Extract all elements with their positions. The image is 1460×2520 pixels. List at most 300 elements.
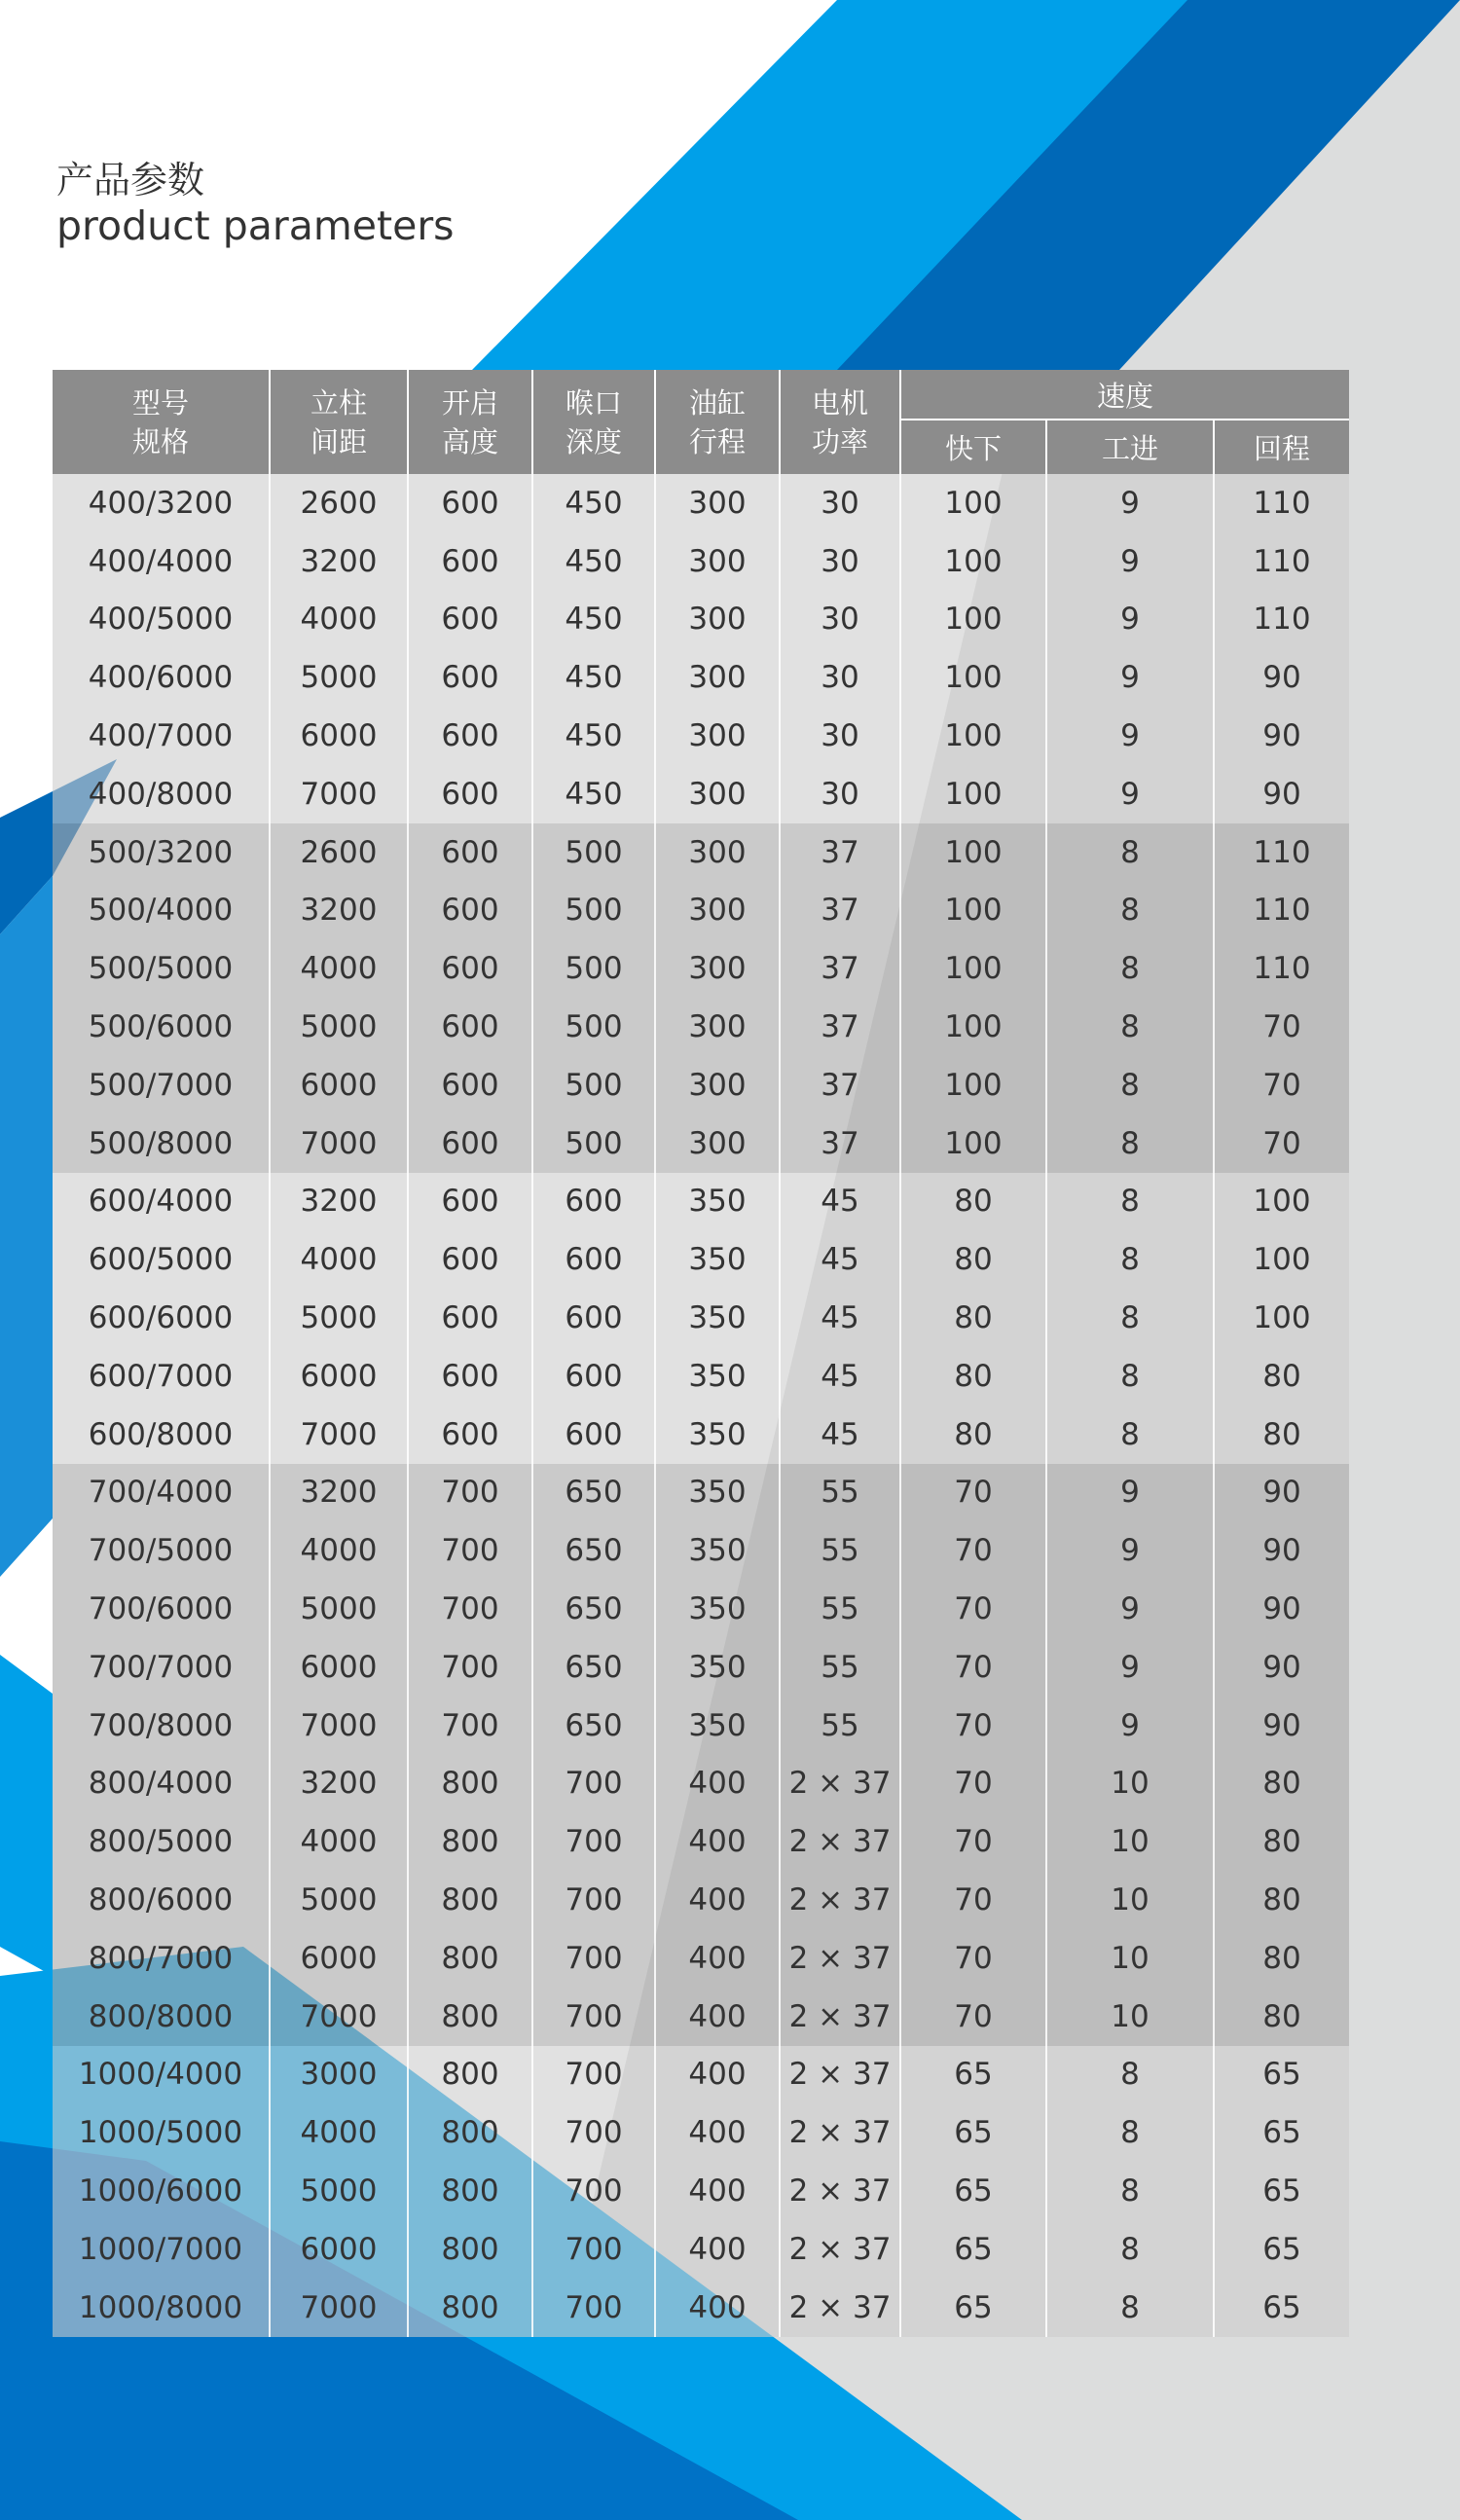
table-cell: 800/7000 <box>53 1929 271 1988</box>
table-cell: 3200 <box>271 882 409 940</box>
table-row <box>53 1521 1349 1580</box>
table-cell: 100 <box>901 939 1047 998</box>
table-cell: 400 <box>656 1929 781 1988</box>
table-cell: 650 <box>533 1697 656 1755</box>
header-speed-work-feed: 工进 <box>1047 420 1215 474</box>
table-cell: 3200 <box>271 1173 409 1231</box>
table-cell: 7000 <box>271 1406 409 1464</box>
table-cell: 800/6000 <box>53 1871 271 1929</box>
header-motor-power <box>781 370 901 474</box>
table-cell: 90 <box>1262 776 1301 812</box>
table-cell: 500 <box>533 882 656 940</box>
table-cell: 65 <box>1262 2173 1301 2209</box>
table-header <box>53 370 1349 474</box>
table-cell: 800 <box>409 2279 533 2337</box>
header-motor-power-line1: 电机 <box>811 385 868 420</box>
table-cell: 70 <box>901 1988 1047 2046</box>
table-cell: 65 <box>901 2220 1047 2279</box>
table-cell: 600 <box>409 1230 533 1289</box>
table-cell: 350 <box>656 1580 781 1638</box>
table-cell: 100 <box>1253 1242 1311 1278</box>
table-cell: 350 <box>656 1521 781 1580</box>
table-cell: 2 × 37 <box>781 2162 901 2220</box>
table-cell: 30 <box>781 591 901 649</box>
table-row <box>53 707 1349 765</box>
table-row <box>53 1871 1349 1929</box>
table-cell: 45 <box>781 1289 901 1347</box>
table-cell: 37 <box>781 882 901 940</box>
table-cell: 30 <box>781 532 901 591</box>
table-cell: 600 <box>533 1406 656 1464</box>
table-cell: 70 <box>901 1697 1047 1755</box>
table-cell: 5000 <box>271 1580 409 1638</box>
table-cell: 9 <box>1047 1638 1215 1697</box>
table-cell: 800 <box>409 2103 533 2162</box>
table-cell: 400/5000 <box>53 591 271 649</box>
table-cell: 300 <box>656 474 781 532</box>
table-cell: 2 × 37 <box>781 2103 901 2162</box>
table-row <box>53 1289 1349 1347</box>
header-column-distance <box>271 370 409 474</box>
table-cell: 1000/4000 <box>53 2046 271 2104</box>
table-row <box>53 1812 1349 1871</box>
table-cell: 70 <box>901 1755 1047 1813</box>
table-cell: 450 <box>533 591 656 649</box>
table-row <box>53 1464 1349 1522</box>
table-cell: 65 <box>901 2162 1047 2220</box>
header-model <box>53 370 271 474</box>
table-cell: 8 <box>1047 2103 1215 2162</box>
table-cell: 400 <box>656 2162 781 2220</box>
table-row <box>53 1347 1349 1406</box>
table-cell: 350 <box>656 1464 781 1522</box>
table-row <box>53 532 1349 591</box>
table-cell: 100 <box>901 1114 1047 1173</box>
table-cell: 80 <box>1262 1824 1301 1860</box>
table-cell: 4000 <box>271 1521 409 1580</box>
table-cell: 600 <box>409 998 533 1056</box>
table-cell: 65 <box>1262 2231 1301 2267</box>
table-cell: 100 <box>901 532 1047 591</box>
table-cell: 400 <box>656 2220 781 2279</box>
header-opening-height <box>409 370 533 474</box>
table-cell: 7000 <box>271 1114 409 1173</box>
table-cell: 600 <box>533 1230 656 1289</box>
table-cell: 800 <box>409 1988 533 2046</box>
table-cell: 100 <box>901 591 1047 649</box>
table-cell: 700 <box>409 1521 533 1580</box>
table-cell: 5000 <box>271 998 409 1056</box>
table-cell: 6000 <box>271 1347 409 1406</box>
table-cell: 600 <box>533 1289 656 1347</box>
table-cell: 500/6000 <box>53 998 271 1056</box>
table-cell: 500/8000 <box>53 1114 271 1173</box>
table-cell: 80 <box>1262 1998 1301 2034</box>
table-cell: 450 <box>533 765 656 823</box>
table-cell: 90 <box>1262 1533 1301 1569</box>
header-cylinder-stroke <box>656 370 781 474</box>
table-cell: 37 <box>781 998 901 1056</box>
table-cell: 700 <box>533 2220 656 2279</box>
table-cell: 400/4000 <box>53 532 271 591</box>
table-cell: 350 <box>656 1173 781 1231</box>
table-cell: 1000/6000 <box>53 2162 271 2220</box>
table-cell: 110 <box>1253 485 1311 521</box>
table-cell: 700 <box>533 2162 656 2220</box>
header-speed: 速度 <box>901 370 1349 420</box>
table-cell: 300 <box>656 648 781 707</box>
table-cell: 600 <box>409 648 533 707</box>
table-cell: 45 <box>781 1347 901 1406</box>
table-cell: 4000 <box>271 2103 409 2162</box>
table-cell: 9 <box>1047 532 1215 591</box>
table-cell: 500/5000 <box>53 939 271 998</box>
table-cell: 650 <box>533 1580 656 1638</box>
table-cell: 100 <box>901 474 1047 532</box>
table-cell: 100 <box>901 1056 1047 1114</box>
table-cell: 300 <box>656 823 781 882</box>
table-cell: 45 <box>781 1230 901 1289</box>
table-row <box>53 2220 1349 2279</box>
table-cell: 100 <box>901 765 1047 823</box>
table-cell: 100 <box>901 648 1047 707</box>
table-cell: 3200 <box>271 1464 409 1522</box>
header-motor-power-line2: 功率 <box>811 424 868 458</box>
table-cell: 3200 <box>271 532 409 591</box>
header-opening-height-line1: 开启 <box>441 385 498 420</box>
table-cell: 400 <box>656 1755 781 1813</box>
table-cell: 400 <box>656 1988 781 2046</box>
table-cell: 110 <box>1253 951 1311 987</box>
table-cell: 80 <box>1262 1766 1301 1802</box>
table-cell: 6000 <box>271 707 409 765</box>
table-cell: 8 <box>1047 1114 1215 1173</box>
table-cell: 800 <box>409 2220 533 2279</box>
table-cell: 800/8000 <box>53 1988 271 2046</box>
table-cell: 600 <box>409 474 533 532</box>
table-cell: 30 <box>781 707 901 765</box>
table-cell: 300 <box>656 882 781 940</box>
table-cell: 9 <box>1047 1697 1215 1755</box>
table-cell: 37 <box>781 1114 901 1173</box>
table-cell: 3200 <box>271 1755 409 1813</box>
table-cell: 450 <box>533 532 656 591</box>
table-cell: 10 <box>1047 1755 1215 1813</box>
table-cell: 8 <box>1047 823 1215 882</box>
table-cell: 9 <box>1047 591 1215 649</box>
table-cell: 650 <box>533 1521 656 1580</box>
table-cell: 65 <box>1262 2115 1301 2151</box>
header-cylinder-stroke-line1: 油缸 <box>688 385 746 420</box>
table-cell: 700 <box>409 1464 533 1522</box>
table-row <box>53 939 1349 998</box>
header-column-distance-line1: 立柱 <box>310 385 367 420</box>
table-cell: 700 <box>533 1988 656 2046</box>
table-cell: 80 <box>1262 1882 1301 1918</box>
table-cell: 90 <box>1262 1591 1301 1627</box>
table-cell: 55 <box>781 1638 901 1697</box>
table-cell: 80 <box>901 1230 1047 1289</box>
table-cell: 400 <box>656 2046 781 2104</box>
table-cell: 10 <box>1047 1812 1215 1871</box>
table-cell: 65 <box>1262 2289 1301 2325</box>
table-cell: 300 <box>656 707 781 765</box>
table-row <box>53 648 1349 707</box>
header-cylinder-stroke-line2: 行程 <box>688 424 746 458</box>
table-cell: 70 <box>901 1464 1047 1522</box>
table-cell: 65 <box>901 2046 1047 2104</box>
table-cell: 8 <box>1047 882 1215 940</box>
table-cell: 2600 <box>271 474 409 532</box>
table-cell: 30 <box>781 474 901 532</box>
bg-blue-left-light <box>0 1655 53 1976</box>
table-cell: 7000 <box>271 765 409 823</box>
table-cell: 55 <box>781 1521 901 1580</box>
table-cell: 6000 <box>271 1056 409 1114</box>
table-row <box>53 765 1349 823</box>
table-cell: 800/4000 <box>53 1755 271 1813</box>
table-cell: 600 <box>409 532 533 591</box>
table-cell: 400/3200 <box>53 474 271 532</box>
parameter-table <box>53 370 1349 2337</box>
table-row <box>53 1173 1349 1231</box>
table-cell: 600 <box>533 1173 656 1231</box>
table-row <box>53 1406 1349 1464</box>
table-cell: 600/6000 <box>53 1289 271 1347</box>
table-cell: 9 <box>1047 1521 1215 1580</box>
table-cell: 37 <box>781 1056 901 1114</box>
table-cell: 600/5000 <box>53 1230 271 1289</box>
table-cell: 90 <box>1262 1649 1301 1685</box>
table-cell: 8 <box>1047 1230 1215 1289</box>
table-cell: 500 <box>533 1114 656 1173</box>
table-cell: 350 <box>656 1347 781 1406</box>
header-throat-depth <box>533 370 656 474</box>
header-speed-return: 回程 <box>1253 432 1310 465</box>
table-cell: 9 <box>1047 765 1215 823</box>
table-cell: 500 <box>533 1056 656 1114</box>
table-cell: 8 <box>1047 2046 1215 2104</box>
table-cell: 110 <box>1253 543 1311 579</box>
table-cell: 500 <box>533 998 656 1056</box>
table-cell: 80 <box>901 1173 1047 1231</box>
table-cell: 500/3200 <box>53 823 271 882</box>
table-cell: 2 × 37 <box>781 1812 901 1871</box>
table-cell: 2 × 37 <box>781 1871 901 1929</box>
table-cell: 1000/5000 <box>53 2103 271 2162</box>
table-cell: 2 × 37 <box>781 1988 901 2046</box>
table-cell: 90 <box>1262 660 1301 696</box>
table-cell: 5000 <box>271 1871 409 1929</box>
table-cell: 110 <box>1253 893 1311 929</box>
table-cell: 90 <box>1262 1707 1301 1743</box>
table-cell: 450 <box>533 474 656 532</box>
table-cell: 8 <box>1047 2220 1215 2279</box>
table-cell: 300 <box>656 765 781 823</box>
table-cell: 300 <box>656 998 781 1056</box>
table-cell: 400/8000 <box>53 765 271 823</box>
table-row <box>53 1697 1349 1755</box>
table-cell: 100 <box>1253 1300 1311 1336</box>
table-cell: 55 <box>781 1697 901 1755</box>
table-cell: 4000 <box>271 939 409 998</box>
table-cell: 450 <box>533 648 656 707</box>
table-cell: 8 <box>1047 1173 1215 1231</box>
table-cell: 6000 <box>271 2220 409 2279</box>
table-cell: 700 <box>533 1812 656 1871</box>
table-row <box>53 1230 1349 1289</box>
table-cell: 100 <box>901 823 1047 882</box>
table-cell: 3000 <box>271 2046 409 2104</box>
table-row <box>53 2162 1349 2220</box>
table-cell: 600 <box>409 882 533 940</box>
table-row <box>53 474 1349 532</box>
table-cell: 2 × 37 <box>781 1755 901 1813</box>
table-row <box>53 1988 1349 2046</box>
table-cell: 700/6000 <box>53 1580 271 1638</box>
table-cell: 700 <box>409 1638 533 1697</box>
table-cell: 10 <box>1047 1871 1215 1929</box>
table-cell: 300 <box>656 591 781 649</box>
header-model-line1: 型号 <box>131 385 189 420</box>
table-cell: 55 <box>781 1580 901 1638</box>
table-cell: 4000 <box>271 1230 409 1289</box>
table-cell: 400/7000 <box>53 707 271 765</box>
table-cell: 500/7000 <box>53 1056 271 1114</box>
table-cell: 700 <box>533 1871 656 1929</box>
table-cell: 4000 <box>271 1812 409 1871</box>
table-cell: 2 × 37 <box>781 2279 901 2337</box>
table-cell: 450 <box>533 707 656 765</box>
table-cell: 350 <box>656 1289 781 1347</box>
table-cell: 5000 <box>271 1289 409 1347</box>
table-cell: 100 <box>901 998 1047 1056</box>
table-cell: 600 <box>409 1056 533 1114</box>
table-cell: 2 × 37 <box>781 2046 901 2104</box>
table-cell: 700/4000 <box>53 1464 271 1522</box>
table-cell: 600 <box>409 1173 533 1231</box>
table-cell: 800 <box>409 1812 533 1871</box>
table-cell: 600 <box>409 1289 533 1347</box>
table-cell: 700 <box>533 1755 656 1813</box>
table-cell: 70 <box>901 1871 1047 1929</box>
table-cell: 700 <box>533 2103 656 2162</box>
header-throat-depth-line1: 喉口 <box>565 385 622 420</box>
table-cell: 800 <box>409 2162 533 2220</box>
table-cell: 9 <box>1047 1580 1215 1638</box>
table-cell: 600 <box>533 1347 656 1406</box>
table-cell: 70 <box>901 1521 1047 1580</box>
table-cell: 350 <box>656 1638 781 1697</box>
table-cell: 5000 <box>271 648 409 707</box>
table-row <box>53 1755 1349 1813</box>
table-cell: 8 <box>1047 1056 1215 1114</box>
table-cell: 600 <box>409 765 533 823</box>
table-cell: 600 <box>409 1114 533 1173</box>
table-row <box>53 1114 1349 1173</box>
table-body <box>53 474 1349 2337</box>
table-row <box>53 591 1349 649</box>
table-cell: 2 × 37 <box>781 1929 901 1988</box>
table-cell: 700/7000 <box>53 1638 271 1697</box>
header-opening-height-line2: 高度 <box>441 424 498 458</box>
table-cell: 600 <box>409 823 533 882</box>
table-cell: 80 <box>1262 1358 1301 1394</box>
table-row <box>53 2279 1349 2337</box>
table-cell: 80 <box>901 1289 1047 1347</box>
table-cell: 45 <box>781 1173 901 1231</box>
table-cell: 80 <box>1262 1416 1301 1452</box>
table-row <box>53 882 1349 940</box>
table-cell: 400/6000 <box>53 648 271 707</box>
table-cell: 10 <box>1047 1988 1215 2046</box>
table-cell: 300 <box>656 939 781 998</box>
title-block <box>56 158 455 249</box>
table-cell: 37 <box>781 823 901 882</box>
table-cell: 400 <box>656 1871 781 1929</box>
table-cell: 300 <box>656 1056 781 1114</box>
table-cell: 600/8000 <box>53 1406 271 1464</box>
table-cell: 2 × 37 <box>781 2220 901 2279</box>
table-cell: 100 <box>1253 1184 1311 1220</box>
table-cell: 800 <box>409 1929 533 1988</box>
table-cell: 30 <box>781 765 901 823</box>
table-cell: 800/5000 <box>53 1812 271 1871</box>
table-cell: 350 <box>656 1230 781 1289</box>
title-chinese: 产品参数 <box>56 159 205 201</box>
header-model-line2: 规格 <box>131 424 189 458</box>
table-cell: 700 <box>409 1580 533 1638</box>
table-cell: 700 <box>533 2046 656 2104</box>
table-cell: 400 <box>656 2103 781 2162</box>
table-cell: 500 <box>533 939 656 998</box>
table-cell: 7000 <box>271 1697 409 1755</box>
table-row <box>53 1056 1349 1114</box>
table-cell: 8 <box>1047 1347 1215 1406</box>
table-cell: 80 <box>901 1406 1047 1464</box>
table-cell: 800 <box>409 2046 533 2104</box>
table-cell: 110 <box>1253 834 1311 870</box>
table-cell: 9 <box>1047 648 1215 707</box>
header-speed-fast-down: 快下 <box>901 420 1047 474</box>
table-cell: 600/7000 <box>53 1347 271 1406</box>
bg-blue-left-mid <box>0 876 53 1577</box>
table-cell: 70 <box>901 1929 1047 1988</box>
table-row <box>53 823 1349 882</box>
table-cell: 700/5000 <box>53 1521 271 1580</box>
table-cell: 70 <box>1262 1009 1301 1045</box>
table-cell: 700 <box>533 1929 656 1988</box>
table-row <box>53 2046 1349 2104</box>
table-cell: 100 <box>901 707 1047 765</box>
table-cell: 350 <box>656 1697 781 1755</box>
table-cell: 600/4000 <box>53 1173 271 1231</box>
header-throat-depth-line2: 深度 <box>565 424 622 458</box>
table-cell: 8 <box>1047 2279 1215 2337</box>
table-cell: 100 <box>901 882 1047 940</box>
table-cell: 45 <box>781 1406 901 1464</box>
table-cell: 300 <box>656 532 781 591</box>
table-cell: 700 <box>409 1697 533 1755</box>
table-cell: 600 <box>409 1406 533 1464</box>
table-row <box>53 2103 1349 2162</box>
table-cell: 650 <box>533 1464 656 1522</box>
table-cell: 350 <box>656 1406 781 1464</box>
table-cell: 400 <box>656 1812 781 1871</box>
table-row <box>53 1638 1349 1697</box>
table-cell: 5000 <box>271 2162 409 2220</box>
table-cell: 700/8000 <box>53 1697 271 1755</box>
